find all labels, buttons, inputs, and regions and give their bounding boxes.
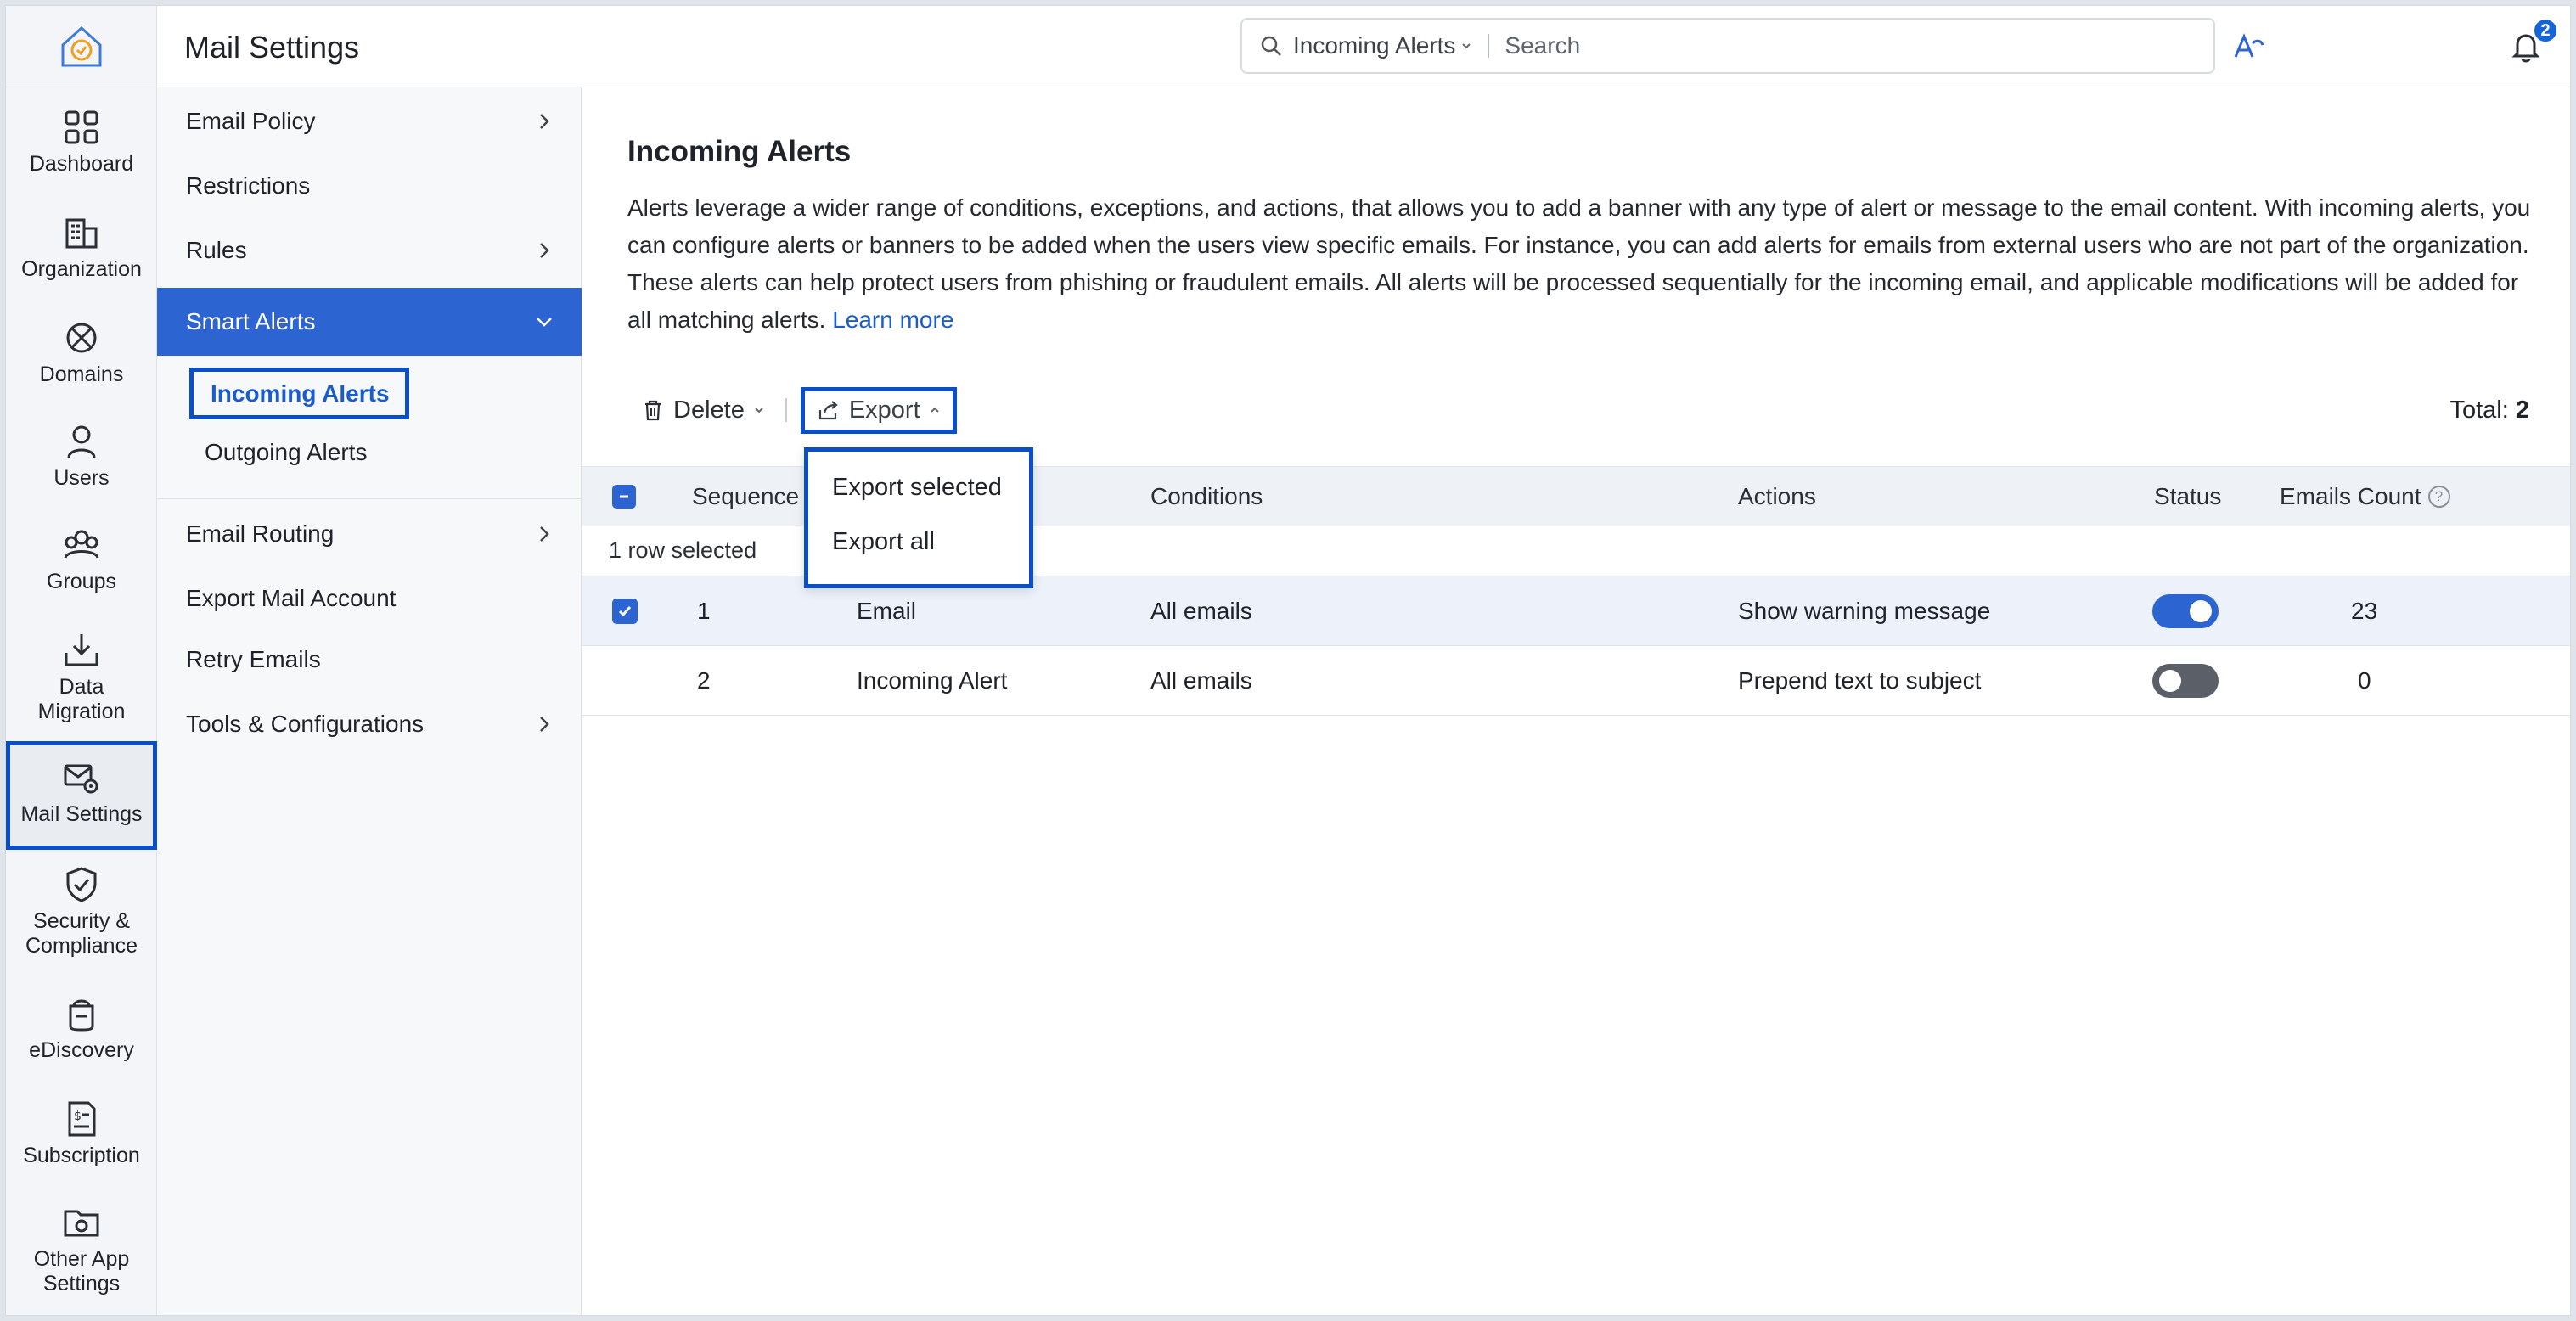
row-checkbox[interactable]: [612, 576, 638, 645]
nav-divider: [157, 498, 582, 499]
rail-label: eDiscovery: [29, 1038, 134, 1062]
app-window: [5, 5, 2571, 1316]
nav-item-label: Email Policy: [186, 108, 316, 134]
menu-item-export-selected[interactable]: Export selected: [832, 474, 1002, 501]
rail-label: Users: [53, 466, 110, 490]
chevron-right-icon: [532, 712, 556, 736]
nav-item-label: Export Mail Account: [186, 585, 397, 611]
rail-item-security-compliance[interactable]: [6, 865, 157, 975]
chevron-up-icon: [929, 404, 941, 416]
section-description: [627, 189, 2546, 339]
rail-item-organization[interactable]: [6, 213, 157, 298]
rail-label: Data Migration: [37, 675, 126, 723]
chevron-down-icon: [753, 404, 765, 416]
minus-icon: [617, 490, 631, 503]
rail-item-groups[interactable]: [6, 526, 157, 610]
checkbox-indeterminate: [612, 485, 636, 509]
nav-item-rules[interactable]: [157, 216, 582, 284]
language-icon[interactable]: [2230, 28, 2268, 65]
selection-count: 1 row selected: [609, 537, 757, 563]
cell-sequence: 1: [697, 597, 711, 624]
cell-emails-count: 0: [2358, 666, 2371, 694]
rail-item-domains[interactable]: [6, 318, 157, 403]
svg-text:$: $: [74, 1110, 82, 1123]
rail-label: Domains: [39, 363, 124, 386]
cell-actions: Show warning message: [1738, 597, 1991, 624]
app-rail: [6, 6, 157, 1315]
settings-nav: [157, 87, 582, 1315]
top-bar: [157, 6, 2570, 87]
column-header-conditions[interactable]: Conditions: [1150, 482, 1263, 509]
nav-item-label: Email Routing: [186, 520, 335, 547]
rail-label: Subscription: [23, 1144, 140, 1167]
toolbar-divider: [785, 398, 787, 422]
export-label: Export: [848, 396, 920, 424]
help-icon[interactable]: ?: [2428, 486, 2450, 508]
check-icon: [616, 603, 633, 620]
main-content: [582, 87, 2570, 1315]
status-toggle[interactable]: [2152, 646, 2219, 715]
learn-more-link[interactable]: Learn more: [832, 306, 954, 333]
data-migration-icon: [62, 631, 101, 670]
cell-emails-count: 23: [2351, 597, 2378, 624]
select-all-checkbox[interactable]: [612, 467, 636, 526]
column-header-label: Emails Count: [2280, 482, 2421, 509]
groups-icon: [62, 526, 101, 565]
security-icon: [62, 865, 101, 904]
search-input[interactable]: Search: [1505, 32, 1581, 59]
nav-item-tools-configurations[interactable]: [157, 690, 582, 758]
nav-subitem-outgoing-alerts[interactable]: Outgoing Alerts: [205, 439, 368, 465]
toggle-knob: [2190, 600, 2212, 622]
search-icon: [1259, 34, 1283, 58]
cell-actions: Prepend text to subject: [1738, 666, 1982, 694]
toggle-switch-off: [2152, 664, 2219, 698]
rail-item-users[interactable]: [6, 422, 157, 507]
rail-item-dashboard[interactable]: [6, 108, 157, 193]
total-label: Total:: [2449, 396, 2509, 424]
notification-badge: 2: [2533, 18, 2558, 43]
subscription-icon: [62, 1099, 101, 1138]
nav-item-label: Smart Alerts: [186, 308, 316, 334]
home-logo-icon: [58, 23, 105, 70]
ediscovery-icon: [62, 994, 101, 1033]
rail-label: Security & Compliance: [25, 909, 138, 958]
nav-item-restrictions[interactable]: [157, 152, 582, 220]
app-logo[interactable]: [6, 6, 156, 87]
rail-item-subscription[interactable]: [6, 1099, 157, 1184]
delete-label: Delete: [673, 396, 745, 424]
toggle-switch-on: [2152, 594, 2219, 628]
nav-item-label: Retry Emails: [186, 646, 321, 672]
cell-conditions: All emails: [1150, 666, 1252, 694]
chevron-down-icon: [1460, 40, 1472, 52]
rail-label: Groups: [47, 570, 116, 593]
nav-item-label: Rules: [186, 237, 247, 263]
delete-button[interactable]: [627, 396, 765, 424]
chevron-right-icon: [532, 110, 556, 133]
search-box[interactable]: [1240, 18, 2215, 74]
export-menu: [804, 447, 1033, 588]
checkbox-checked: [612, 599, 638, 624]
rail-label: Dashboard: [29, 152, 134, 176]
rail-label: Mail Settings: [20, 802, 143, 826]
nav-item-label: Restrictions: [186, 172, 311, 199]
section-title: Incoming Alerts: [627, 135, 852, 168]
users-icon: [62, 422, 101, 461]
table-toolbar: [627, 385, 957, 436]
rail-item-data-migration[interactable]: [6, 631, 157, 741]
cell-sequence: 2: [697, 666, 711, 694]
rail-item-ediscovery[interactable]: [6, 994, 157, 1079]
table-row[interactable]: [582, 646, 2570, 716]
total-count: [2449, 396, 2529, 424]
column-header-status[interactable]: Status: [2154, 482, 2222, 509]
organization-icon: [62, 213, 101, 252]
search-divider: [1488, 34, 1489, 58]
chevron-right-icon: [532, 522, 556, 546]
column-header-sequence[interactable]: Sequence: [692, 482, 800, 509]
menu-item-export-all[interactable]: Export all: [832, 528, 935, 555]
rail-label: Other App Settings: [33, 1247, 130, 1296]
nav-subitem-incoming-alerts[interactable]: Incoming Alerts: [189, 368, 409, 419]
other-app-settings-icon: [62, 1203, 101, 1242]
cell-name[interactable]: Incoming Alert: [857, 666, 1008, 694]
nav-item-email-routing[interactable]: [157, 500, 582, 568]
rail-item-mail-settings[interactable]: [6, 741, 157, 850]
column-header-emails-count[interactable]: [2280, 467, 2450, 526]
column-header-actions[interactable]: Actions: [1738, 482, 1816, 509]
nav-item-retry-emails[interactable]: [157, 626, 582, 694]
total-value: 2: [2515, 396, 2529, 424]
search-scope-label: Incoming Alerts: [1293, 32, 1456, 59]
nav-item-smart-alerts[interactable]: [157, 288, 582, 356]
chevron-down-icon: [532, 310, 556, 334]
toggle-knob: [2159, 670, 2181, 692]
domains-icon: [62, 318, 101, 357]
cell-conditions: All emails: [1150, 597, 1252, 624]
rail-label: Organization: [21, 257, 142, 281]
export-button[interactable]: [801, 387, 957, 434]
rail-item-other-app-settings[interactable]: [6, 1203, 157, 1313]
nav-item-export-mail-account[interactable]: [157, 565, 582, 632]
status-toggle[interactable]: [2152, 576, 2219, 645]
description-text: Alerts leverage a wider range of conditions, exceptions, and actions, that allows you to add a banner with any type of alert or message to the email content. With incoming alerts, you can configure alerts or banners to be added when the users view specific emails. For instance, you can add alerts for emails from external users who are not part of the organization. These alerts can help protect users from phishing or fraudulent emails. All alerts will be processed sequentially for the incoming email, and applicable modifications will be added for all matching alerts.: [627, 194, 2531, 333]
mail-settings-icon: [62, 758, 101, 797]
dashboard-icon: [62, 108, 101, 147]
export-icon: [817, 398, 841, 422]
cell-name[interactable]: Email: [857, 597, 917, 624]
trash-icon: [641, 398, 665, 422]
nav-item-email-policy[interactable]: [157, 87, 582, 155]
search-scope-selector[interactable]: [1293, 32, 1472, 59]
page-title: Mail Settings: [184, 30, 360, 65]
nav-item-label: Tools & Configurations: [186, 711, 425, 737]
chevron-right-icon: [532, 239, 556, 262]
